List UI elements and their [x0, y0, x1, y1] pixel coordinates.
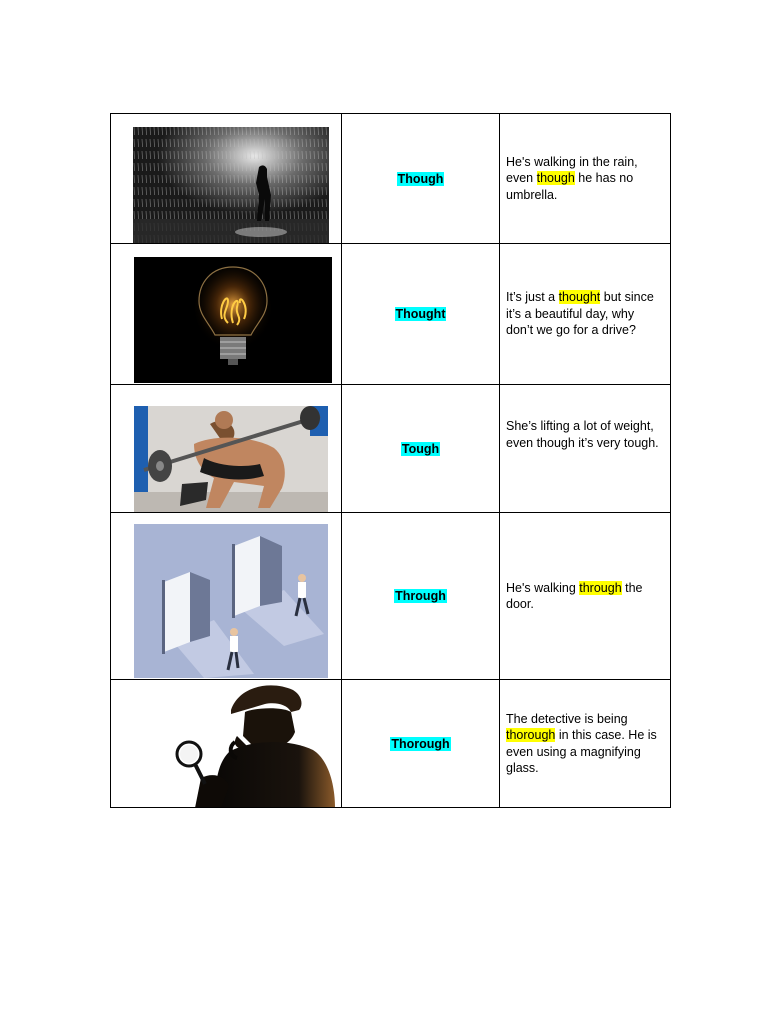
image-cell	[111, 244, 342, 385]
sentence-highlight: thorough	[506, 728, 556, 742]
sentence-highlight: though	[536, 171, 575, 186]
sentence-text: He's walking	[506, 580, 580, 595]
sentence-cell	[500, 385, 671, 513]
table-row	[111, 513, 671, 680]
word-label: Thorough	[391, 736, 450, 751]
sentence-text: He's walking in the rain, even	[506, 154, 638, 186]
sentence-cell	[500, 244, 671, 385]
detective-image	[117, 680, 335, 808]
word-label: Tough	[401, 441, 440, 456]
weightlifting-image	[134, 406, 328, 512]
sentence-text: She’s lifting a lot of weight, even though it’s very tough.	[506, 419, 659, 450]
rain-image	[133, 127, 329, 243]
sentence-cell	[500, 513, 671, 680]
image-cell	[111, 680, 342, 808]
image-cell	[111, 385, 342, 513]
sentence-cell	[500, 680, 671, 808]
sentence-text: the door.	[506, 580, 643, 611]
word-cell	[342, 513, 500, 680]
table-row	[111, 244, 671, 385]
image-cell	[111, 513, 342, 680]
sentence-text: It’s just a	[506, 290, 559, 305]
vocabulary-table	[110, 113, 671, 808]
sentence-text: in this case. He is even using a magnifying glass.	[506, 728, 657, 775]
word-cell	[342, 385, 500, 513]
sentence-highlight: thought	[558, 290, 601, 305]
image-cell	[111, 114, 342, 244]
word-cell	[342, 244, 500, 385]
word-label: Thought	[395, 307, 446, 321]
word-cell	[342, 680, 500, 808]
sentence-text: but since it’s a beautiful day, why don’t we go for a drive?	[506, 290, 654, 338]
word-cell	[342, 114, 500, 244]
table-row	[111, 385, 671, 513]
sentence-highlight: through	[579, 580, 622, 595]
sentence-text: The detective is being	[506, 711, 628, 726]
sentence-cell	[500, 114, 671, 244]
doors-image	[134, 524, 328, 678]
word-label: Though	[397, 171, 444, 186]
table-row	[111, 114, 671, 244]
table-row	[111, 680, 671, 808]
sentence-text: he has no umbrella.	[506, 171, 634, 202]
light-bulb-image	[134, 257, 332, 383]
word-label: Through	[395, 589, 446, 603]
